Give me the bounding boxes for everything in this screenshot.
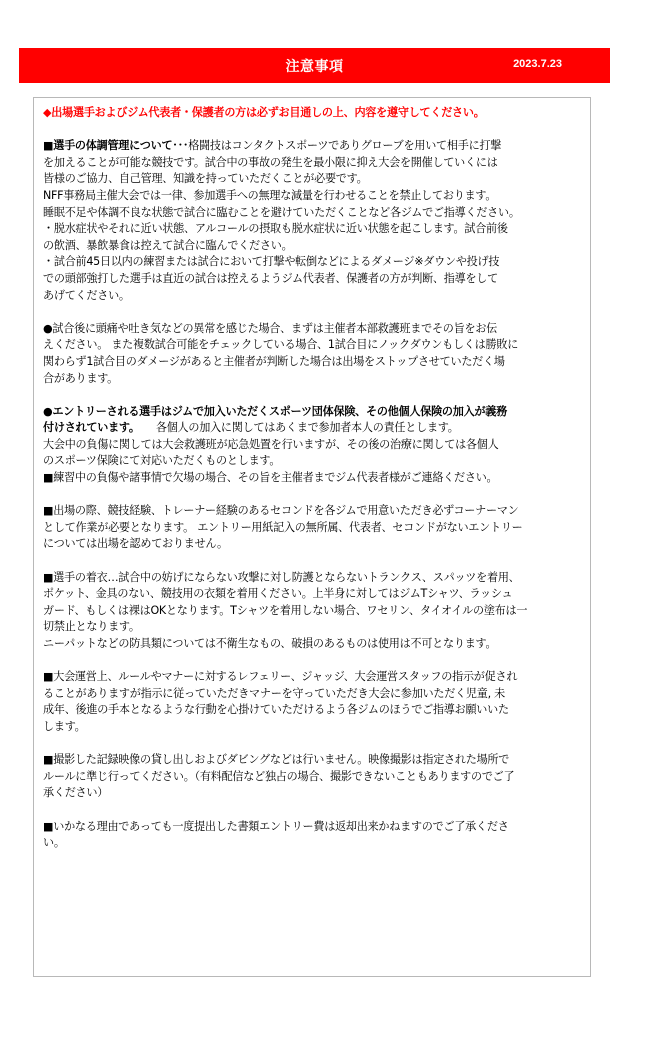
section-manners: ■大会運営上、ルールやマナーに対するレフェリー、ジャッジ、大会運営スタッフの指示が促され ることがありますが指示に従っていただきマナーを守っていただき大会に参加いただく児童, 未 成年、後進の手本となるような行動を心掛けていただけるよう各ジムのほうでご指導お願いいた します。 (43, 670, 518, 733)
section-health-body: ･･･格闘技はコンタクトスポーツでありグローブを用いて相手に打撃 を加えることが可能な競技です。試合中の事故の発生を最小限に抑え大会を開催していくには 皆様のご協力、自己管理、知識を持っていただくことが必要です。 NFF事務局主催大会では一律、参加選手への無理な減量を行わせることを禁止しております。 睡眠不足や体調不良な状態で試合に臨むことを避けていただくことなど各ジムでご指導ください。 ・脱水症状やそれに近い状態、アルコールの摂取も脱水症状に近い状態を起こします。試合前後 の飲酒、暴飲暴食は控えて試合に臨んでください。 ・試合前45日以内の練習または試合において打撃や転倒などによるダメージ※ダウンや投げ技 での頭部強打した選手は直近の試合は控えるようジム代表者、保護者の方が判断、指導をして あげてください。 (43, 139, 520, 302)
section-second: ■出場の際、競技経験、トレーナー経験のあるセコンドを各ジムで用意いただき必ずコーナーマン として作業が必要となります。 エントリー用紙記入の無所属、代表者、セコンドがないエントリー については出場を認めておりません。 (43, 504, 523, 551)
spacer (43, 387, 581, 404)
section-video: ■撮影した記録映像の貸し出しおよびダビングなどは行いません。映像撮影は指定された場所で ルールに準じ行ってください。（有料配信など独占の場合、撮影できないこともありますのでご了 承ください） (43, 753, 515, 800)
section-attire: ■選手の着衣…試合中の妨げにならない攻撃に対し防護とならないトランクス、スパッツを着用、 ポケット、金具のない、競技用の衣類を着用ください。上半身に対してはジムTシャツ、ラッシュ ガード、もしくは裸はOKとなります。Tシャツを着用しない場合、ワセリン、タイオイルの塗布は一 切禁止となります。 ニーパットなどの防具類については不衛生なもの、破損のあるものは使用は不可となります。 (43, 570, 528, 650)
page-title: 注意事項 (285, 59, 344, 75)
content-body (43, 105, 581, 852)
content-box (33, 97, 591, 977)
spacer (43, 802, 581, 819)
spacer (43, 553, 581, 570)
notice-line: ◆出場選手およびジム代表者・保護者の方は必ずお目通しの上、内容を遵守してください。 (43, 106, 485, 119)
spacer (43, 736, 581, 753)
section-after-match: ●試合後に頭痛や吐き気などの異常を感じた場合、まずは主催者本部救護班までその旨をお伝 えください。 また複数試合可能をチェックしている場合、1試合目にノックダウンもしくは勝敗に 関わらず1試合目のダメージがあると主催者が判断した場合は出場をストップさせていただく場 合があります。 (43, 321, 519, 385)
section-insurance-heading: ●エントリーされる選手はジムで加入いただくスポーツ団体保険、その他個人保険の加入が義務 付けされています。 (43, 404, 507, 435)
spacer (43, 487, 581, 504)
section-insurance-inline: 各個人の加入に関してはあくまで参加者本人の責任とします。 (134, 421, 459, 435)
spacer (43, 653, 581, 670)
document-date: 2023.7.23 (513, 58, 562, 70)
section-fee: ■いかなる理由であっても一度提出した書類エントリー費は返却出来かねますのでご了承くださ い。 (43, 819, 509, 850)
section-insurance (43, 404, 581, 487)
section-health (43, 138, 581, 304)
section-health-heading: ■選手の体調管理について (43, 139, 173, 153)
section-insurance-body: 大会中の負傷に関しては大会救護班が応急処置を行いますが、その後の治療に関しては各個人 のスポーツ保険にて対応いただくものとします。 ■練習中の負傷や諸事情で欠場の場合、その旨を主催者までジム代表者様がご連絡ください。 (43, 437, 499, 485)
header-bar (19, 48, 610, 83)
spacer (43, 122, 581, 139)
spacer (43, 304, 581, 321)
